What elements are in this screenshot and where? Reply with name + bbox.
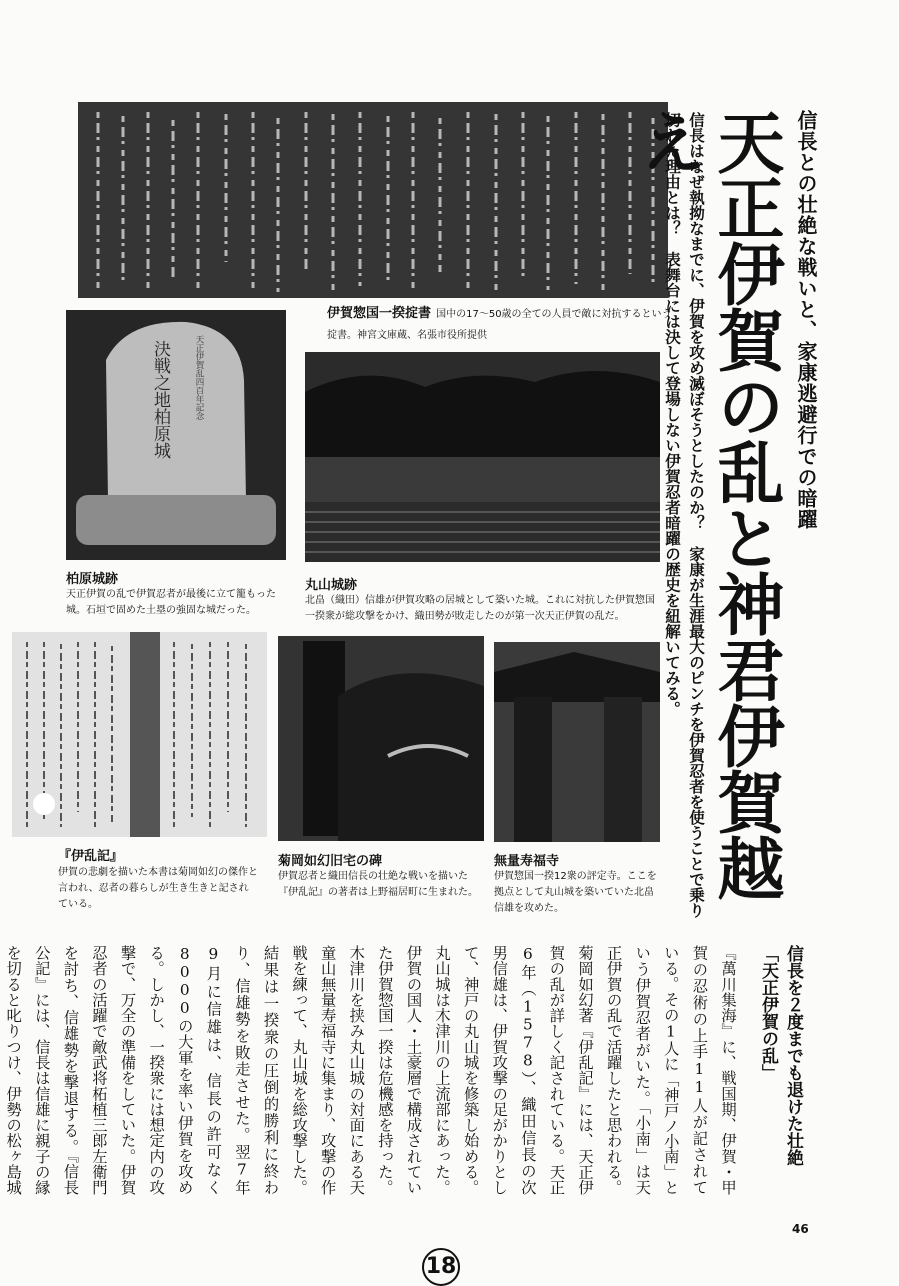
document-caption [327,302,672,344]
section-heading: 信長を２度までも退けた壮絶「天正伊賀の乱」 [758,945,803,1166]
sheet-number: 18 [422,1248,460,1286]
page-number: 46 [792,1222,809,1236]
page-title: 天正伊賀の乱と神君伊賀越え [629,108,786,900]
document-caption-title: 伊賀惣国一揆掟書 [327,306,432,321]
muryoju-caption-title: 無量寿福寺 [494,854,560,869]
iranki-photo [12,632,267,837]
iranki-caption-text: 伊賀の悲劇を描いた本書は菊岡如幻の傑作と言われ、忍者の暮らしが生き生きと記されている。 [58,867,258,910]
iranki-caption-title: 『伊乱記』 [58,849,124,864]
kashiwara-caption-text: 天正伊賀の乱で伊賀忍者が最後に立て籠もった城。石垣で固めた土塁の強固な城だった。 [66,589,276,616]
maruyama-photo [305,352,660,562]
maruyama-caption-title: 丸山城跡 [305,578,358,593]
muryoju-photo [494,642,660,842]
body-text: 『萬川集海』に、戦国期、伊賀・甲賀の忍術の上手11人が記されている。その1人に「神戸ノ小南」という伊賀忍者がいた。「小南」は天正伊賀の乱で活躍したと思われる。菊岡如幻著『伊乱記』には、天正伊賀の乱が詳しく記されている。天正6年（1578）、織田信長の次男信雄は、伊賀攻撃の足がかりとして、神戸の丸山城を修築し始める。丸山城は木津川の上流部にあった。伊賀の国人・土豪層で構成されていた伊賀惣国一揆は危機感を持った。木津川を挟み丸山城の対面にある天童山無量寿福寺に集まり、攻撃の作戦を練って、丸山城を総攻撃した。結果は一揆衆の圧倒的勝利に終わり、信雄勢を敗走させた。翌7年9月に信雄は、信長の許可なく8000の大軍を率い伊賀を攻める。しかし、一揆衆には想定内の攻撃で、万全の準備をしていた。伊賀忍者の活躍で敵武将柘植三郎左衛門を討ち、信雄勢を撃退する。『信長公記』には、信長は信雄に親子の縁を切ると叱りつけ、伊勢の松ヶ島城 [4,945,737,1195]
monument-main-text: 決戦之地柏原城 [150,340,170,459]
monument-side-text: 天正伊賀乱四百年記念 [194,335,204,420]
kashiwara-caption-title: 柏原城跡 [66,572,119,587]
document-photo [78,102,668,298]
kikuoka-photo [278,636,484,841]
kashiwara-photo [66,310,286,560]
muryoju-caption-text: 伊賀惣国一揆12衆の評定寺。ここを拠点として丸山城を築いていた北畠信雄を攻めた。 [494,871,657,914]
maruyama-caption-text: 北畠（織田）信雄が伊賀攻略の居城として築いた城。これに対抗した伊賀惣国一揆衆が総攻撃をかけ、織田勢が敗走したのが第一次天正伊賀の乱だ。 [305,595,655,622]
lead-text: 信長はなぜ執拗なまでに、伊賀を攻め滅ぼそうとしたのか？ 家康が生涯最大のピンチを伊賀忍者を使うことで乗り切れた理由とは？ 表舞台には決して登場しない伊賀忍者暗躍の歴史を紐解いてみる。 [663,112,705,918]
subtitle: 信長との壮絶な戦いと、家康逃避行での暗躍 [794,110,818,530]
kikuoka-caption-text: 伊賀忍者と織田信長の壮絶な戦いを描いた『伊乱記』の著者は上野福居町に生まれた。 [278,871,478,898]
kikuoka-caption-title: 菊岡如幻旧宅の碑 [278,854,383,869]
document-caption-text: 国中の17〜50歳の全ての人員で敵に対抗するという掟書。神宮文庫蔵、名張市役所提供 [327,309,672,341]
